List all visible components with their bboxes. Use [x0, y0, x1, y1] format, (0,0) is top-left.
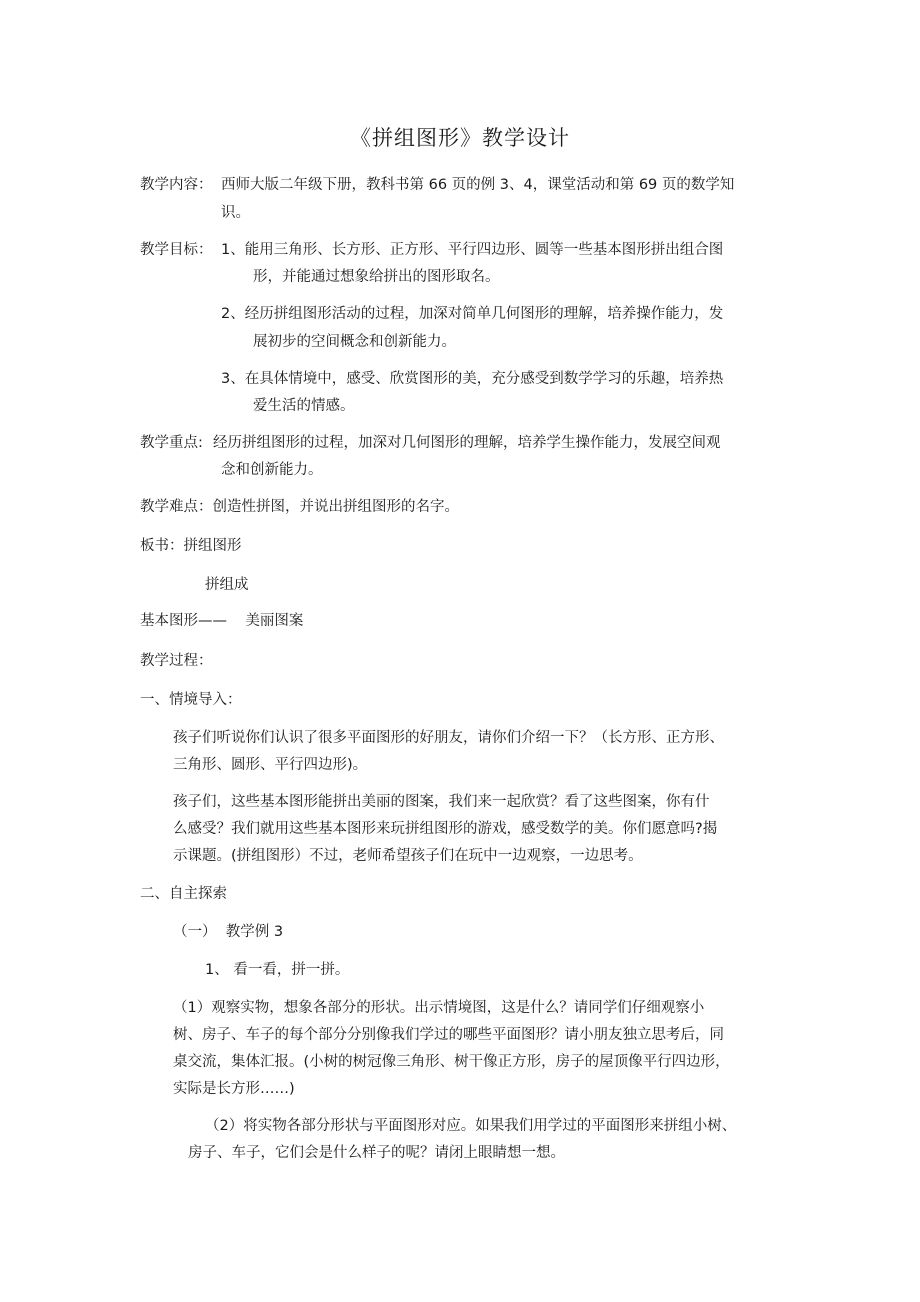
section2-sub1: （一） 教学例 3: [173, 924, 284, 940]
objective-3-line-2: 爱生活的情感。: [253, 398, 355, 414]
section1-p1-line-1: 孩子们听说你们认识了很多平面图形的好朋友，请你们介绍一下？（长方形、正方形、: [173, 730, 724, 746]
document-title: 《拼组图形》教学设计: [350, 126, 570, 150]
board-bottom: 基本图形—— 美丽图案: [140, 613, 304, 629]
section2-item1-line-2: 树、房子、车子的每个部分分别像我们学过的哪些平面图形？请小朋友独立思考后，同: [173, 1027, 724, 1043]
section2-item2-line-2: 房子、车子，它们会是什么样子的呢？请闭上眼睛想一想。: [188, 1145, 565, 1161]
section2-heading: 二、自主探索: [140, 886, 227, 902]
section1-p1-line-2: 三角形、圆形、平行四边形)。: [173, 757, 368, 773]
section1-p2-line-1: 孩子们，这些基本图形能拼出美丽的图案，我们来一起欣赏？看了这些图案，你有什: [173, 794, 710, 810]
section2-step1: 1、 看一看，拼一拼。: [205, 962, 350, 978]
objective-1-line-1: 1、能用三角形、长方形、正方形、平行四边形、圆等一些基本图形拼出组合图: [221, 242, 724, 258]
process-label: 教学过程：: [140, 653, 213, 669]
section2-item2-line-1: （2）将实物各部分形状与平面图形对应。如果我们用学过的平面图形来拼组小树、: [205, 1118, 737, 1134]
objective-2-line-2: 展初步的空间概念和创新能力。: [253, 334, 456, 350]
section1-heading: 一、情境导入：: [140, 692, 242, 708]
objective-3-line-1: 3、在具体情境中，感受、欣赏图形的美，充分感受到数学学习的乐趣，培养热: [221, 371, 724, 387]
content-line-2: 识。: [221, 205, 250, 221]
objective-2-line-1: 2、经历拼组图形活动的过程，加深对简单几何图形的理解，培养操作能力，发: [221, 306, 724, 322]
board-title: 板书：拼组图形: [140, 538, 242, 554]
section1-p2-line-3: 示课题。(拼组图形）不过，老师希望孩子们在玩中一边观察，一边思考。: [173, 848, 643, 864]
key-points-line-2: 念和创新能力。: [221, 462, 323, 478]
section1-p2-line-2: 么感受？我们就用这些基本图形来玩拼组图形的游戏，感受数学的美。你们愿意吗?揭: [173, 821, 718, 837]
key-points-line-1: 经历拼组图形的过程，加深对几何图形的理解，培养学生操作能力，发展空间观: [213, 435, 721, 451]
board-middle: 拼组成: [205, 577, 249, 593]
content-line-1: 西师大版二年级下册，教科书第 66 页的例 3、4，课堂活动和第 69 页的数学知: [221, 177, 735, 193]
objectives-label: 教学目标：: [140, 242, 213, 258]
difficulty-line: 教学难点：创造性拼图，并说出拼组图形的名字。: [140, 499, 459, 515]
key-points-label: 教学重点:: [140, 435, 203, 451]
section2-item1-line-3: 桌交流，集体汇报。(小树的树冠像三角形、树干像正方形，房子的屋顶像平行四边形，: [173, 1054, 730, 1070]
section2-item1-line-4: 实际是长方形……): [173, 1081, 295, 1097]
objective-1-line-2: 形，并能通过想象给拼出的图形取名。: [253, 269, 500, 285]
section2-item1-line-1: （1）观察实物，想象各部分的形状。出示情境图，这是什么？请同学们仔细观察小: [173, 1000, 705, 1016]
content-label: 教学内容：: [140, 177, 213, 193]
